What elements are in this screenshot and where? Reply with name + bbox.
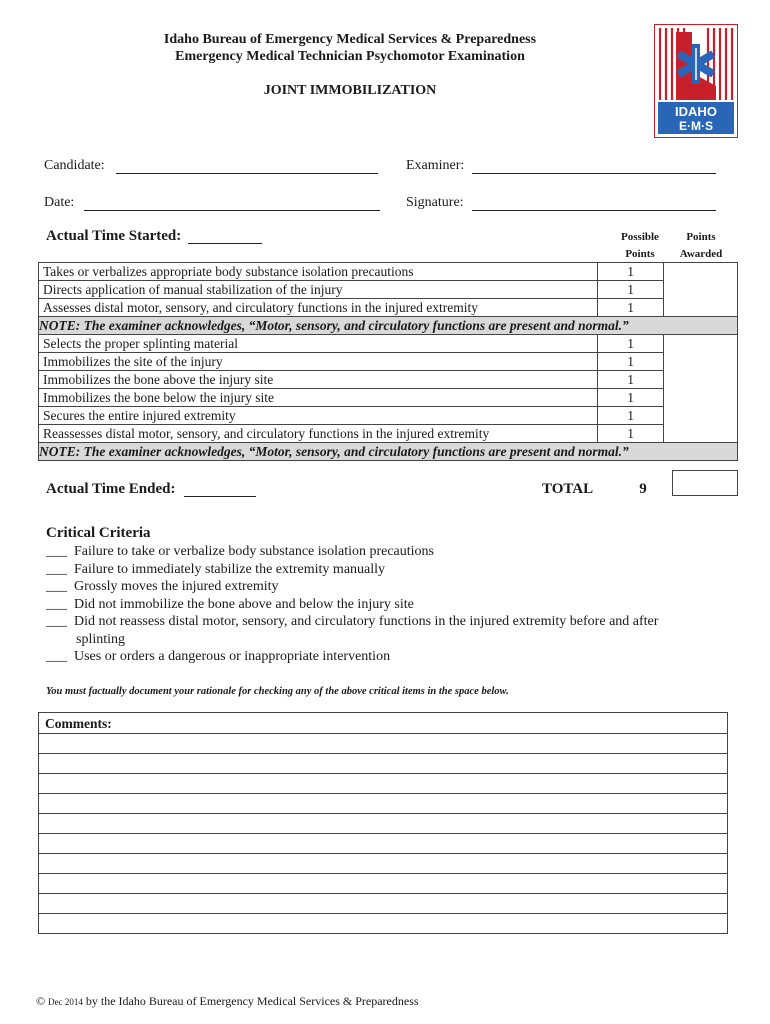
table-row xyxy=(39,425,738,443)
table-row xyxy=(39,335,738,353)
table-row xyxy=(39,407,738,425)
possible-points: 1 xyxy=(598,407,664,425)
examiner-field[interactable] xyxy=(472,173,716,174)
table-row xyxy=(39,263,738,281)
checkbox-blank[interactable]: ___ xyxy=(46,596,67,612)
comment-line[interactable] xyxy=(39,913,727,914)
total-label: TOTAL xyxy=(542,481,594,497)
copyright-icon: © xyxy=(36,994,46,1008)
footer-text: by the Idaho Bureau of Emergency Medical Services & Preparedness xyxy=(85,994,419,1008)
comments-box[interactable] xyxy=(38,712,728,934)
comment-line[interactable] xyxy=(39,893,727,894)
comment-line[interactable] xyxy=(39,853,727,854)
possible-points: 1 xyxy=(598,263,664,281)
checkbox-blank[interactable]: ___ xyxy=(46,544,67,559)
logo-text-top: IDAHO xyxy=(675,104,717,119)
critical-item[interactable]: ___ Uses or orders a dangerous or inappropriate intervention xyxy=(46,649,391,664)
page-title: JOINT IMMOBILIZATION xyxy=(263,83,437,98)
awarded-points-cell[interactable] xyxy=(664,335,738,443)
step-description: Assesses distal motor, sensory, and circulatory functions in the injured extremity xyxy=(39,299,598,317)
total-awarded-box[interactable] xyxy=(672,470,738,496)
total-value: 9 xyxy=(639,481,647,497)
possible-points: 1 xyxy=(598,389,664,407)
table-row xyxy=(39,281,738,299)
critical-item-continued: splinting xyxy=(76,631,126,647)
examiner-note: NOTE: The examiner acknowledges, “Motor, sensory, and circulatory functions are present and normal.” xyxy=(39,443,738,461)
note-row xyxy=(39,317,738,335)
date-label: Date: xyxy=(44,195,75,210)
date-field[interactable] xyxy=(84,210,380,211)
note-row xyxy=(39,443,738,461)
col-awarded-label-2: Awarded xyxy=(679,248,723,260)
comment-line[interactable] xyxy=(39,753,727,754)
checkbox-blank[interactable]: ___ xyxy=(46,579,67,594)
step-description: Secures the entire injured extremity xyxy=(39,407,598,425)
time-started-label: Actual Time Started: xyxy=(46,228,182,244)
possible-points: 1 xyxy=(598,371,664,389)
awarded-points-cell[interactable] xyxy=(664,263,738,317)
comment-line[interactable] xyxy=(39,873,727,874)
comment-line[interactable] xyxy=(39,773,727,774)
header-line-1: Idaho Bureau of Emergency Medical Services & Preparedness xyxy=(163,32,537,47)
candidate-field[interactable] xyxy=(116,173,378,174)
step-description: Directs application of manual stabilization of the injury xyxy=(39,281,598,299)
time-ended-field[interactable] xyxy=(184,496,256,497)
examiner-note: NOTE: The examiner acknowledges, “Motor, sensory, and circulatory functions are present and normal.” xyxy=(39,317,738,335)
header-line-2: Emergency Medical Technician Psychomotor Examination xyxy=(175,49,525,64)
col-awarded-label: Points xyxy=(686,231,716,243)
possible-points: 1 xyxy=(598,335,664,353)
comment-line[interactable] xyxy=(39,733,727,734)
table-row xyxy=(39,299,738,317)
checkbox-blank[interactable]: ___ xyxy=(46,561,67,577)
possible-points: 1 xyxy=(598,299,664,317)
idaho-ems-logo xyxy=(654,24,738,138)
signature-field[interactable] xyxy=(472,210,716,211)
step-description: Selects the proper splinting material xyxy=(39,335,598,353)
time-ended-label: Actual Time Ended: xyxy=(46,481,176,497)
table-row xyxy=(39,371,738,389)
scoring-table xyxy=(38,262,738,461)
critical-item[interactable]: ___ Failure to take or verbalize body substance isolation precautions xyxy=(46,544,435,559)
examiner-label: Examiner: xyxy=(406,158,465,173)
possible-points: 1 xyxy=(598,353,664,371)
comment-line[interactable] xyxy=(39,793,727,794)
step-description: Takes or verbalizes appropriate body substance isolation precautions xyxy=(39,263,598,281)
col-possible-label: Possible xyxy=(621,231,659,243)
comment-line[interactable] xyxy=(39,813,727,814)
step-description: Reassesses distal motor, sensory, and circulatory functions in the injured extremity xyxy=(39,425,598,443)
possible-points: 1 xyxy=(598,425,664,443)
time-started-field[interactable] xyxy=(188,243,262,244)
comments-label: Comments: xyxy=(45,716,112,731)
critical-item[interactable]: ___ Failure to immediately stabilize the extremity manually xyxy=(46,561,386,577)
step-description: Immobilizes the bone above the injury site xyxy=(39,371,598,389)
logo-text-bottom: E·M·S xyxy=(679,119,713,133)
table-row xyxy=(39,389,738,407)
possible-points: 1 xyxy=(598,281,664,299)
rationale-note: You must factually document your rationale for checking any of the above critical items in the space below. xyxy=(46,686,509,697)
critical-item[interactable]: ___ Did not reassess distal motor, sensory, and circulatory functions in the injured extremity before and after xyxy=(46,614,659,629)
step-description: Immobilizes the bone below the injury site xyxy=(39,389,598,407)
critical-item[interactable]: ___ Grossly moves the injured extremity xyxy=(46,579,279,594)
footer xyxy=(36,994,419,1009)
comment-line[interactable] xyxy=(39,833,727,834)
col-possible-label-2: Points xyxy=(625,248,655,260)
step-description: Immobilizes the site of the injury xyxy=(39,353,598,371)
critical-criteria-heading: Critical Criteria xyxy=(46,525,151,541)
candidate-label: Candidate: xyxy=(44,158,105,173)
checkbox-blank[interactable]: ___ xyxy=(46,614,67,629)
signature-label: Signature: xyxy=(406,195,464,210)
checkbox-blank[interactable]: ___ xyxy=(46,649,67,664)
critical-criteria-list xyxy=(46,543,726,666)
critical-item[interactable]: ___ Did not immobilize the bone above and below the injury site xyxy=(46,596,414,612)
footer-date: Dec 2014 xyxy=(48,997,83,1007)
table-row xyxy=(39,353,738,371)
